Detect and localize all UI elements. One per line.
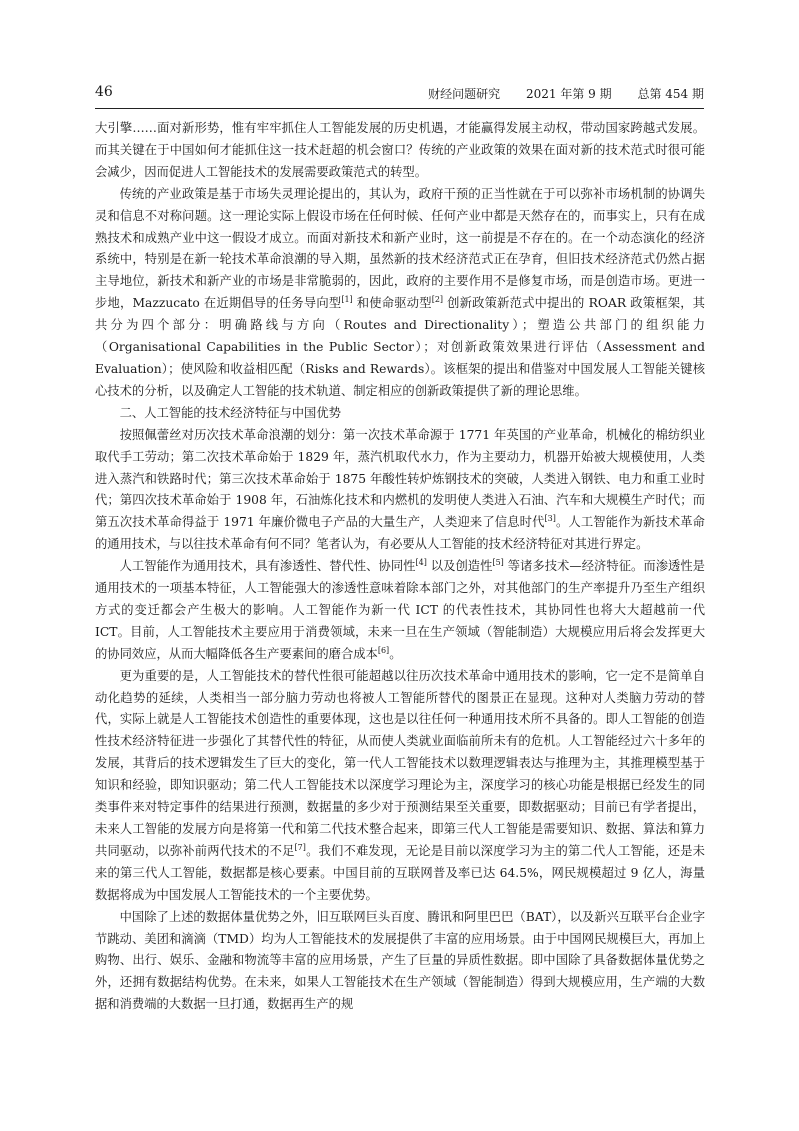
paragraph-text: 。人工智能作为新技术革命的通用技术，与以往技术革命有何不同？笔者认为，有必要从人工智能的技术经济特征对其进行界定。 [95,515,705,552]
citation-ref: [6] [377,645,390,655]
article-body [95,118,705,1016]
citation-ref: [1] [341,295,353,305]
paragraph-china-advantage: 中国除了上述的数据体量优势之外，旧互联网巨头百度、腾讯和阿里巴巴（BAT），以及新兴互联平台企业字节跳动、美团和滴滴（TMD）均为人工智能技术的发展提供了丰富的应用场景。由于中国网民规模巨大，再加上购物、出行、娱乐、金融和物流等丰富的应用场景，产生了巨量的异质性数据。即中国除了具备数据体量优势之外，还拥有数据结构优势。在未来，如果人工智能技术在生产领域（智能制造）得到大规模应用，生产端的大数据和消费端的大数据一旦打通，数据再生产的规 [95,909,705,1012]
total-issue-label: 总第 454 期 [637,87,704,101]
paragraph-substitution [95,666,705,907]
paragraph-text: 创新政策新范式中提出的 ROAR 政策框架，其共分为四个部分：明确路线与方向（Routes and Directionality）；塑造公共部门的组织能力（Organisational Capabilities in the Public Sector）；对创新政策效果进行评估（Assessment and Evaluation）；使风险和收益相匹配（Risks and Rewards）。该框架的提出和借鉴对中国发展人工智能关键核心技术的分析，以及确定人工智能的技术轨道、制定相应的创新政策提供了新的理论思维。 [95,296,705,398]
paragraph-text: 按照佩蕾丝对历次技术革命浪潮的划分：第一次技术革命源于 1771 年英国的产业革命，机械化的棉纺织业取代手工劳动；第二次技术革命始于 1829 年，蒸汽机取代水力，作为主要动力，机器开始被大规模使用，人类进入蒸汽和铁路时代；第三次技术革命始于 1875 年酸性转炉炼钢技术的突破，人类进入钢铁、电力和重工业时代；第四次技术革命始于 1908 年，石油炼化技术和内燃机的发明使人类进入石油、汽车和大规模生产时代；而第五次技术革命得益于 1971 年廉价微电子产品的大量生产，人类迎来了信息时代 [95,427,705,530]
journal-info [406,85,704,102]
paragraph-text: 以及创造性 [426,559,493,574]
section-heading: 二、人工智能的技术经济特征与中国优势 [119,405,341,420]
paragraph-text: 和使命驱动型 [352,296,432,311]
paragraph-text: 传统的产业政策是基于市场失灵理论提出的，其认为，政府干预的正当性就在于可以弥补市场机制的协调失灵和信息不对称问题。这一理论实际上假设市场在任何时候、任何产业中都是天然存在的，而事实上，只有在成熟技术和成熟产业中这一假设才成立。而面对新技术和新产业时，这一前提是不存在的。在一个动态演化的经济系统中，特别是在新一轮技术革命浪潮的导入期，虽然新的技术经济范式正在孕育，但旧技术经济范式仍然占据主导地位，新技术和新产业的市场是非常脆弱的，因此，政府的主要作用不是修复市场，而是创造市场。更进一步地，Mazzucato 在近期倡导的任务导向型 [95,186,705,311]
paragraph-tech-revolutions [95,425,705,556]
citation-ref: [3] [544,514,556,524]
paragraph-text: 人工智能作为通用技术，具有渗透性、替代性、协同性 [119,559,416,574]
page-number: 46 [95,84,113,100]
paragraph-text: 。我们不难发现，无论是目前以深度学习为主的第二代人工智能，还是未来的第三代人工智能，数据都是核心要素。中国目前的互联网普及率已达 64.5%，网民规模超过 9 亿人，海量数据将成为中国发展人工智能技术的一个主要优势。 [95,843,705,902]
header-rule [95,108,704,109]
paragraph-text: 等诸多技术—经济特征。而渗透性是通用技术的一项基本特征，人工智能强大的渗透性意味着除本部门之外，对其他部门的生产率提升乃至生产组织方式的变迁都会产生极大的影响。人工智能作为新一代 ICT 的代表性技术，其协同性也将大大超越前一代 ICT。目前，人工智能技术主要应用于消费领域，未来一旦在生产领域（智能制造）大规模应用后将会发挥更大的协同效应，从而大幅降低各生产要素间的磨合成本 [95,559,705,661]
paragraph-text: 更为重要的是，人工智能技术的替代性很可能超越以往历次技术革命中通用技术的影响，它一定不是简单自动化趋势的延续，人类相当一部分脑力劳动也将被人工智能所替代的图景正在显现。这种对人类脑力劳动的替代，实际上就是人工智能技术创造性的重要体现，这也是以往任何一种通用技术所不具备的。即人工智能的创造性技术经济特征进一步强化了其替代性的特征，从而使人类就业面临前所未有的危机。人工智能经过六十多年的发展，其背后的技术逻辑发生了巨大的变化，第一代人工智能技术以数理逻辑表达与推理为主，其推理模型基于知识和经验，即知识驱动；第二代人工智能技术以深度学习理论为主，深度学习的核心功能是根据已经发生的同类事件来对特定事件的结果进行预测，数据量的多少对于预测结果至关重要，即数据驱动；目前已有学者提出，未来人工智能的发展方向是将第一代和第二代技术整合起来，即第三代人工智能是需要知识、数据、算法和算力共同驱动，以弥补前两代技术的不足 [95,668,705,858]
paragraph-general-purpose-tech [95,556,705,666]
journal-name: 财经问题研究 [428,87,501,101]
running-header [95,84,704,106]
paragraph-industrial-policy [95,184,705,403]
citation-ref: [4] [415,558,427,568]
issue-label: 2021 年第 9 期 [526,87,612,101]
paragraph-continued: 大引擎……面对新形势，惟有牢牢抓住人工智能发展的历史机遇，才能赢得发展主动权，带动国家跨越式发展。而其关键在于中国如何才能抓住这一技术赶超的机会窗口？传统的产业政策的效果在面对新的技术范式时很可能会减少，因而促进人工智能技术的发展需要政策范式的转型。 [95,121,705,179]
paragraph-text: 。 [389,646,402,661]
citation-ref: [7] [294,842,306,852]
citation-ref: [5] [492,558,504,568]
citation-ref: [2] [431,295,444,305]
